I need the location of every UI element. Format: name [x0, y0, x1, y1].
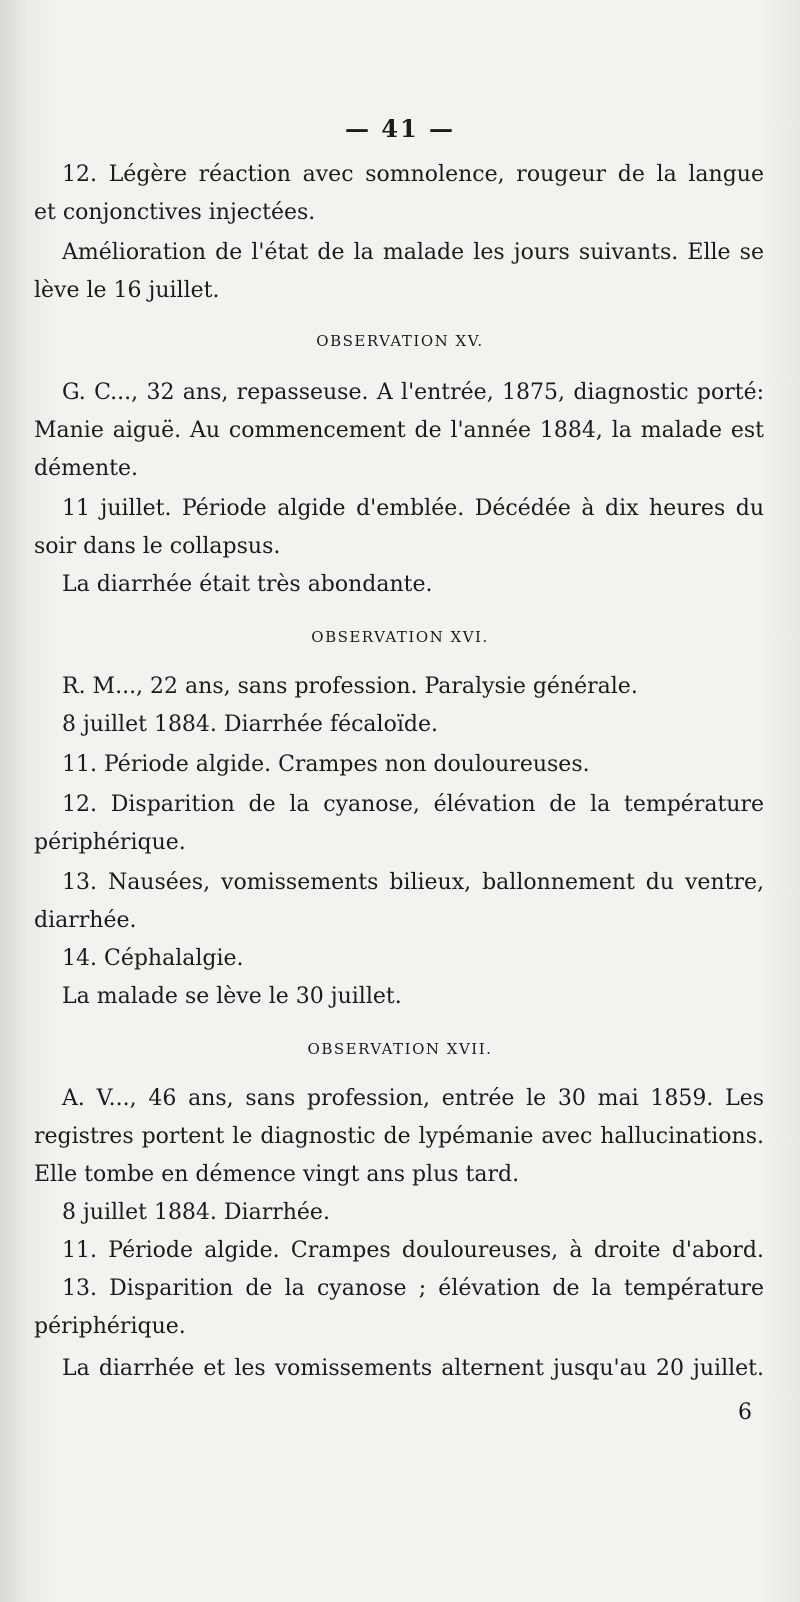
text-line: 11. Période algide. Crampes non douloureuses.: [62, 752, 590, 777]
text-line: 12. Disparition de la cyanose, élévation de la température: [62, 792, 764, 817]
text-line: diarrhée.: [34, 908, 137, 933]
text-line: 8 juillet 1884. Diarrhée fécaloïde.: [62, 712, 438, 737]
text-line: lève le 16 juillet.: [34, 278, 220, 303]
text-line: soir dans le collapsus.: [34, 534, 281, 559]
text-line: 11. Période algide. Crampes douloureuses, à droite d'abord.: [62, 1238, 764, 1263]
text-line: 12. Légère réaction avec somnolence, rougeur de la langue: [62, 162, 764, 187]
signature-mark: 6: [738, 1400, 752, 1425]
section-heading: OBSERVATION XVI.: [311, 628, 489, 646]
text-line: registres portent le diagnostic de lypémanie avec hallucinations.: [34, 1124, 764, 1149]
text-line: La malade se lève le 30 juillet.: [62, 984, 402, 1009]
text-line: démente.: [34, 456, 139, 481]
text-line: R. M..., 22 ans, sans profession. Paralysie générale.: [62, 674, 638, 699]
text-line: Amélioration de l'état de la malade les jours suivants. Elle se: [62, 240, 764, 265]
text-line: G. C..., 32 ans, repasseuse. A l'entrée, 1875, diagnostic porté:: [62, 380, 764, 405]
text-line: La diarrhée et les vomissements alternent jusqu'au 20 juillet.: [62, 1356, 764, 1381]
text-line: 14. Céphalalgie.: [62, 946, 244, 971]
page-number: — 41 —: [344, 114, 456, 143]
text-line: périphérique.: [34, 830, 186, 855]
text-line: 13. Nausées, vomissements bilieux, ballonnement du ventre,: [62, 870, 764, 895]
section-heading: OBSERVATION XV.: [316, 332, 484, 350]
text-line: 8 juillet 1884. Diarrhée.: [62, 1200, 330, 1225]
text-line: 11 juillet. Période algide d'emblée. Décédée à dix heures du: [62, 496, 764, 521]
section-heading: OBSERVATION XVII.: [307, 1040, 493, 1058]
text-line: La diarrhée était très abondante.: [62, 572, 433, 597]
text-line: et conjonctives injectées.: [34, 200, 316, 225]
text-line: Elle tombe en démence vingt ans plus tard.: [34, 1162, 520, 1187]
text-line: A. V..., 46 ans, sans profession, entrée le 30 mai 1859. Les: [62, 1086, 764, 1111]
text-line: 13. Disparition de la cyanose ; élévation de la température: [62, 1276, 764, 1301]
text-line: Manie aiguë. Au commencement de l'année 1884, la malade est: [34, 418, 764, 443]
text-line: périphérique.: [34, 1314, 186, 1339]
